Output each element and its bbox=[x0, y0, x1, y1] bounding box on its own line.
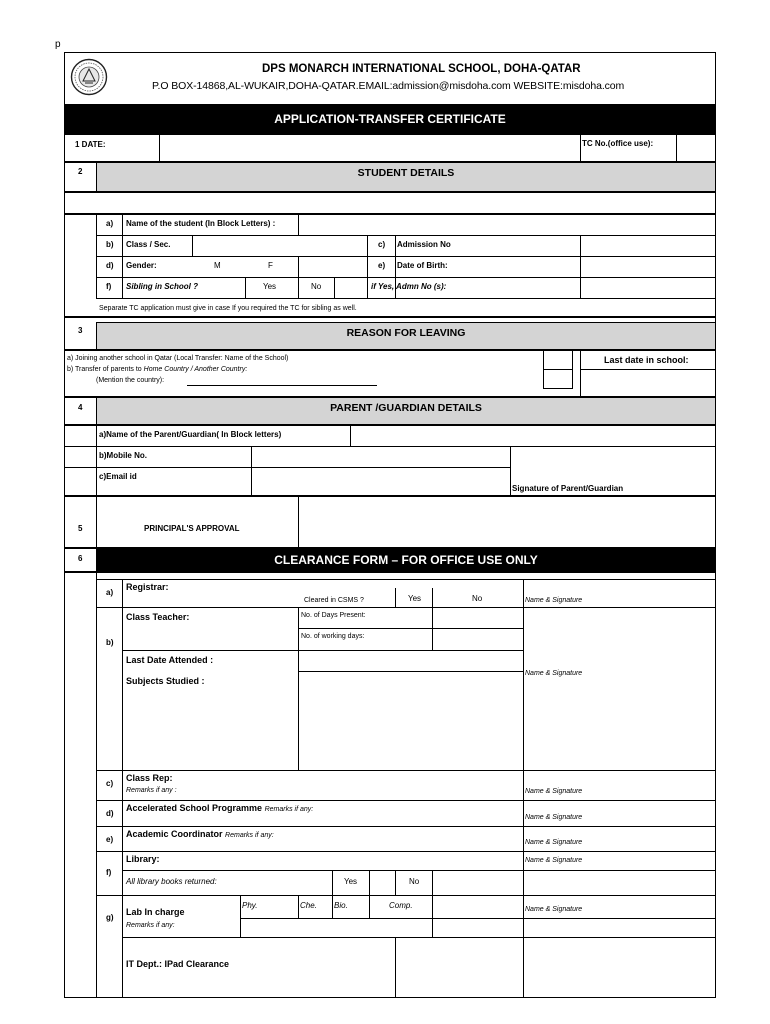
section2-number: 2 bbox=[78, 167, 83, 176]
days-present-label: No. of Days Present: bbox=[301, 612, 366, 619]
sibling-note: Separate TC application must give in case If you required the TC for sibling as well. bbox=[99, 305, 357, 312]
row-d-label: d) bbox=[106, 261, 114, 270]
registrar-label: Registrar: bbox=[126, 582, 169, 592]
library-books-label: All library books returned: bbox=[126, 877, 217, 886]
parent-signature-label: Signature of Parent/Guardian bbox=[512, 484, 624, 493]
form-title: APPLICATION-TRANSFER CERTIFICATE bbox=[64, 105, 716, 134]
csms-yes-option[interactable]: Yes bbox=[408, 594, 422, 603]
principal-approval-field[interactable] bbox=[299, 497, 715, 547]
sibling-yes-option[interactable]: Yes bbox=[263, 282, 277, 291]
row-f-label: f) bbox=[106, 282, 112, 291]
last-date-attended-label: Last Date Attended : bbox=[126, 655, 214, 665]
header-box bbox=[64, 52, 716, 105]
library-label: Library: bbox=[126, 854, 160, 864]
section6-number: 6 bbox=[78, 554, 83, 563]
class-rep-name-signature: Name & Signature bbox=[525, 788, 583, 795]
school-address: P.O BOX-14868,AL-WUKAIR,DOHA-QATAR.EMAIL:admission@misdoha.com WEBSITE:misdoha.com bbox=[152, 80, 625, 92]
reason-transfer-parents: b) Transfer of parents to Home Country / Another Country: bbox=[67, 366, 248, 373]
tc-number-field[interactable] bbox=[677, 135, 715, 161]
clear-e-label: e) bbox=[106, 835, 114, 844]
row-c-label: c) bbox=[378, 240, 386, 249]
school-logo bbox=[70, 58, 108, 96]
row-e-label: e) bbox=[378, 261, 386, 270]
reason-local-transfer: a) Joining another school in Qatar (Local Transfer: Name of the School) bbox=[67, 355, 289, 362]
date-field[interactable] bbox=[160, 135, 579, 161]
clear-g-label: g) bbox=[106, 913, 114, 922]
reason-mention-country: (Mention the country): bbox=[96, 377, 165, 384]
row-a-label: a) bbox=[106, 219, 114, 228]
it-dept-field[interactable] bbox=[396, 938, 522, 997]
clear-c-label: c) bbox=[106, 779, 114, 788]
library-name-signature: Name & Signature bbox=[525, 857, 583, 864]
subjects-studied-field[interactable] bbox=[299, 672, 522, 769]
lab-phy-label: Phy. bbox=[242, 901, 258, 910]
sibling-label: Sibling in School ? bbox=[126, 282, 198, 291]
dob-label: Date of Birth: bbox=[397, 261, 448, 270]
class-teacher-label: Class Teacher: bbox=[126, 612, 190, 622]
clearance-table bbox=[64, 572, 716, 998]
student-name-field[interactable] bbox=[299, 215, 715, 234]
library-no-checkbox[interactable] bbox=[433, 871, 522, 894]
sibling-admn-field[interactable] bbox=[581, 278, 715, 297]
clear-a-label: a) bbox=[106, 588, 114, 597]
gender-f-option[interactable]: F bbox=[268, 261, 273, 270]
academic-name-signature: Name & Signature bbox=[525, 839, 583, 846]
class-sec-field[interactable] bbox=[193, 236, 366, 255]
school-name: DPS MONARCH INTERNATIONAL SCHOOL, DOHA-QATAR bbox=[262, 63, 581, 75]
gender-label: Gender: bbox=[126, 261, 157, 270]
sibling-admn-label: if Yes, Admn No (s): bbox=[371, 282, 447, 291]
section3-title: REASON FOR LEAVING bbox=[96, 322, 716, 350]
sibling-no-option[interactable]: No bbox=[311, 282, 322, 291]
admission-no-field[interactable] bbox=[581, 236, 715, 255]
library-no-option[interactable]: No bbox=[409, 877, 420, 886]
lab-che-label: Che. bbox=[300, 901, 317, 910]
lab-remarks: Remarks if any: bbox=[126, 922, 175, 929]
student-name-label: Name of the student (In Block Letters) : bbox=[126, 219, 276, 228]
last-date-label: Last date in school: bbox=[604, 355, 689, 365]
clear-f-label: f) bbox=[106, 868, 112, 877]
working-days-label: No. of working days: bbox=[301, 633, 365, 640]
section5-number: 5 bbox=[78, 524, 83, 533]
parent-name-label: a)Name of the Parent/Guardian( In Block letters) bbox=[99, 430, 282, 439]
academic-coordinator-label: Academic Coordinator Remarks if any: bbox=[126, 829, 274, 839]
dob-field[interactable] bbox=[581, 257, 715, 276]
row-b-label: b) bbox=[106, 240, 114, 249]
gender-m-option[interactable]: M bbox=[214, 261, 221, 270]
class-sec-label: Class / Sec. bbox=[126, 240, 171, 249]
principal-approval-label: PRINCIPAL'S APPROVAL bbox=[144, 524, 240, 533]
mobile-label: b)Mobile No. bbox=[99, 451, 147, 460]
working-days-field[interactable] bbox=[433, 629, 522, 649]
stray-letter: p bbox=[55, 39, 61, 50]
section2-blank-row bbox=[64, 192, 716, 214]
cleared-csms-label: Cleared in CSMS ? bbox=[304, 597, 364, 604]
section4-number: 4 bbox=[78, 403, 83, 412]
last-date-attended-field[interactable] bbox=[299, 651, 522, 670]
days-present-field[interactable] bbox=[433, 608, 522, 627]
accelerated-name-signature: Name & Signature bbox=[525, 814, 583, 821]
accelerated-label: Accelerated School Programme Remarks if any: bbox=[126, 803, 314, 813]
email-field[interactable] bbox=[252, 468, 509, 495]
it-dept-label: IT Dept.: IPad Clearance bbox=[126, 959, 230, 969]
tc-number-label: TC No.(office use): bbox=[582, 139, 654, 148]
csms-no-option[interactable]: No bbox=[472, 594, 483, 603]
clear-d-label: d) bbox=[106, 809, 114, 818]
section4-title: PARENT /GUARDIAN DETAILS bbox=[96, 397, 716, 425]
clear-b-label: b) bbox=[106, 638, 114, 647]
reason-b-checkbox[interactable] bbox=[543, 369, 573, 389]
reason-a-checkbox[interactable] bbox=[543, 350, 573, 370]
section2-title: STUDENT DETAILS bbox=[96, 162, 716, 192]
registrar-name-signature: Name & Signature bbox=[525, 597, 583, 604]
section6-title: CLEARANCE FORM – FOR OFFICE USE ONLY bbox=[96, 548, 716, 572]
email-label: c)Email id bbox=[99, 472, 137, 481]
date-label: 1 DATE: bbox=[75, 140, 106, 149]
class-rep-label: Class Rep: bbox=[126, 773, 173, 783]
subjects-studied-label: Subjects Studied : bbox=[126, 676, 205, 686]
class-teacher-name-signature: Name & Signature bbox=[525, 670, 583, 677]
last-date-field[interactable] bbox=[581, 370, 715, 396]
class-rep-remarks: Remarks if any : bbox=[126, 787, 177, 794]
parent-name-field[interactable] bbox=[351, 426, 715, 445]
lab-in-charge-label: Lab In charge bbox=[126, 907, 185, 917]
admission-no-label: Admission No bbox=[397, 240, 451, 249]
section3-number: 3 bbox=[78, 326, 83, 335]
mobile-field[interactable] bbox=[252, 447, 509, 466]
lab-bio-label: Bio. bbox=[334, 901, 348, 910]
library-yes-option[interactable]: Yes bbox=[344, 877, 358, 886]
lab-comp-label: Comp. bbox=[389, 901, 413, 910]
library-yes-checkbox[interactable] bbox=[370, 871, 394, 894]
lab-name-signature: Name & Signature bbox=[525, 906, 583, 913]
